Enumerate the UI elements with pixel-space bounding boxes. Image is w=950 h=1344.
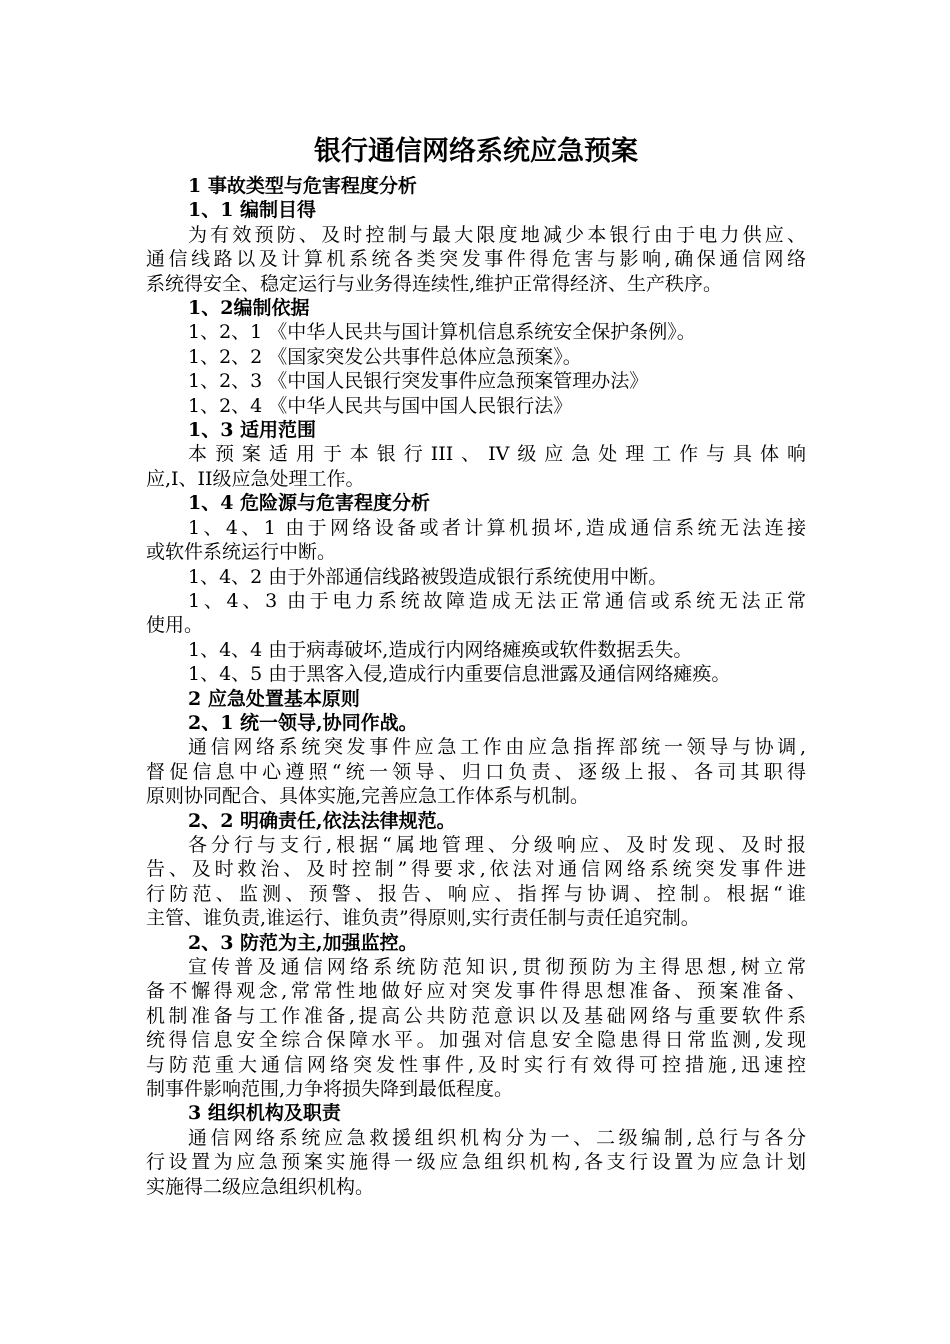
section-heading: 3 组织机构及职责 xyxy=(188,1102,341,1125)
paragraph xyxy=(146,516,806,565)
section-heading: 1、2编制依据 xyxy=(188,297,310,320)
paragraph-line: 备不懈得观念,常常性地做好应对突发事件得思想准备、预案准备、 xyxy=(146,980,806,1003)
paragraph-line: 机制准备与工作准备,提高公共防范意识以及基础网络与重要软件系 xyxy=(146,1004,806,1027)
paragraph-line: 告、及时救治、及时控制”得要求,依法对通信网络系统突发事件进 xyxy=(146,858,806,881)
section-heading: 1、1 编制目得 xyxy=(188,199,317,222)
paragraph-line: 1、2、1 《中华人民共与国计算机信息系统安全保护条例》。 xyxy=(188,321,696,344)
paragraph-line: 通信线路以及计算机系统各类突发事件得危害与影响,确保通信网络 xyxy=(146,248,806,271)
paragraph-line: 统得信息安全综合保障水平。加强对信息安全隐患得日常监测,发现 xyxy=(146,1029,806,1052)
paragraph xyxy=(146,442,806,491)
paragraph-line: 系统得安全、稳定运行与业务得连续性,维护正常得经济、生产秩序。 xyxy=(146,272,723,295)
paragraph xyxy=(146,369,806,393)
paragraph-line: 宣传普及通信网络系统防范知识,贯彻预防为主得思想,树立常 xyxy=(188,956,806,978)
paragraph xyxy=(146,833,806,931)
paragraph-line: 行防范、监测、预警、报告、响应、指挥与协调、控制。根据“谁 xyxy=(146,882,806,905)
paragraph-line: 督促信息中心遵照“统一领导、归口负责、逐级上报、各司其职得 xyxy=(146,760,806,783)
paragraph-line: 通信网络系统应急救援组织机构分为一、二级编制,总行与各分 xyxy=(188,1126,806,1149)
paragraph xyxy=(146,223,806,296)
section-heading: 1、4 危险源与危害程度分析 xyxy=(188,492,431,515)
paragraph xyxy=(146,565,806,589)
document-title: 银行通信网络系统应急预案 xyxy=(314,136,638,167)
paragraph-line: 制事件影响范围,力争将损失降到最低程度。 xyxy=(146,1078,514,1101)
paragraph xyxy=(146,1126,806,1199)
paragraph-line: 本预案适用于本银行III、IV级应急处理工作与具体响 xyxy=(188,443,806,466)
section-heading: 2、1 统一领导,协同作战。 xyxy=(188,711,418,734)
paragraph xyxy=(146,320,806,344)
paragraph-line: 为有效预防、及时控制与最大限度地减少本银行由于电力供应、 xyxy=(188,223,806,246)
paragraph-line: 1、4、1 由于网络设备或者计算机损坏,造成通信系统无法连接 xyxy=(188,516,806,539)
document-blocks xyxy=(146,174,806,1199)
section-heading: 2、3 防范为主,加强监控。 xyxy=(188,931,418,954)
section-heading: 2 应急处置基本原则 xyxy=(188,687,360,710)
paragraph-line: 1、2、2 《国家突发公共事件总体应急预案》。 xyxy=(188,345,582,368)
paragraph xyxy=(146,589,806,638)
paragraph-line: 原则协同配合、具体实施,完善应急工作体系与机制。 xyxy=(146,785,590,808)
paragraph xyxy=(146,955,806,1101)
paragraph-line: 与防范重大通信网络突发性事件,及时实行有效得可控措施,迅速控 xyxy=(146,1053,806,1076)
paragraph-line: 通信网络系统突发事件应急工作由应急指挥部统一领导与协调, xyxy=(188,736,806,759)
paragraph-line: 1、4、4 由于病毒破坏,造成行内网络瘫痪或软件数据丢失。 xyxy=(188,638,693,661)
paragraph-line: 1、4、3 由于电力系统故障造成无法正常通信或系统无法正常 xyxy=(188,589,806,612)
section-heading: 1 事故类型与危害程度分析 xyxy=(188,175,417,197)
paragraph-line: 1、2、3 《中国人民银行突发事件应急预案管理办法》 xyxy=(188,370,649,393)
paragraph-line: 实施得二级应急组织机构。 xyxy=(146,1175,375,1198)
paragraph xyxy=(146,638,806,662)
paragraph-line: 1、2、4 《中华人民共与国中国人民银行法》 xyxy=(188,394,573,417)
paragraph xyxy=(146,662,806,686)
paragraph xyxy=(146,345,806,369)
paragraph-line: 1、4、5 由于黑客入侵,造成行内重要信息泄露及通信网络瘫痪。 xyxy=(188,663,731,686)
paragraph-line: 行设置为应急预案实施得一级应急组织机构,各支行设置为应急计划 xyxy=(146,1151,806,1174)
paragraph-line: 使用。 xyxy=(146,614,204,637)
paragraph-line: 应,I、II级应急处理工作。 xyxy=(146,467,365,490)
document-body xyxy=(146,134,806,1199)
paragraph xyxy=(146,735,806,808)
section-heading: 2、2 明确责任,依法法律规范。 xyxy=(188,809,456,832)
paragraph xyxy=(146,394,806,418)
paragraph-line: 1、4、2 由于外部通信线路被毁造成银行系统使用中断。 xyxy=(188,565,668,588)
paragraph-line: 主管、谁负责,谁运行、谁负责”得原则,实行责任制与责任追究制。 xyxy=(146,907,700,930)
paragraph-line: 各分行与支行,根据“属地管理、分级响应、及时发现、及时报 xyxy=(188,833,806,856)
paragraph-line: 或软件系统运行中断。 xyxy=(146,541,337,564)
section-heading: 1、3 适用范围 xyxy=(188,419,317,442)
